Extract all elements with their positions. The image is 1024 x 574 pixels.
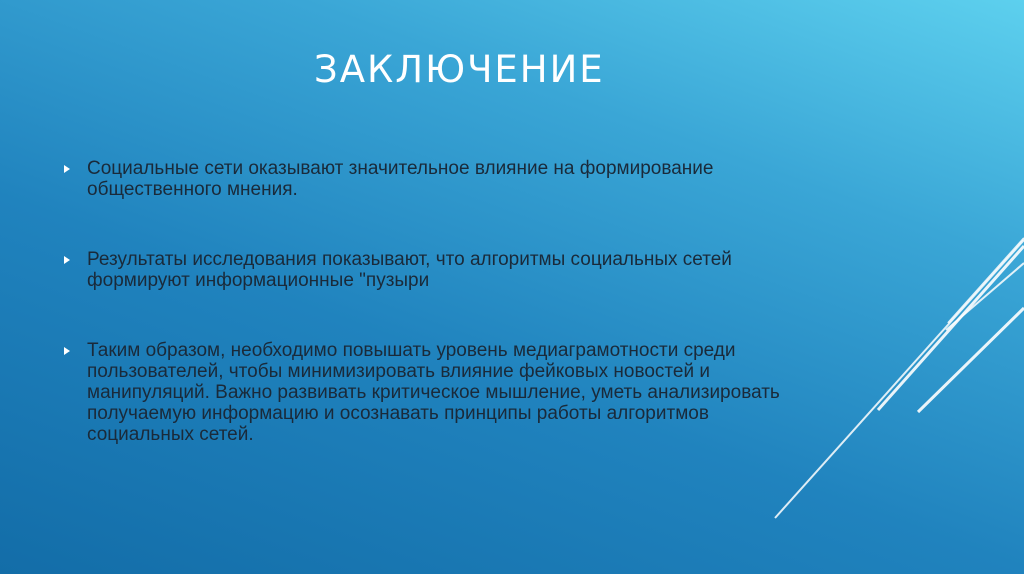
slide-title: ЗАКЛЮЧЕНИЕ bbox=[314, 48, 605, 91]
decor-line bbox=[775, 240, 1024, 518]
bullet-text: Социальные сети оказывают значительное влияние на формирование общественного мнения. bbox=[87, 158, 714, 200]
bullet-text: Таким образом, необходимо повышать уровень медиаграмотности среди пользователей, чтобы минимизировать влияние фейковых новостей и манипуляций. Важно развивать критическое мышление, уметь анализировать получаемую информацию и осознавать принципы работы алгоритмов социальных сетей. bbox=[87, 340, 780, 445]
decor-line bbox=[918, 308, 1024, 412]
decor-line bbox=[948, 238, 1024, 323]
bullet-text: Результаты исследования показывают, что алгоритмы социальных сетей формируют информационные "пузыри bbox=[87, 249, 732, 291]
